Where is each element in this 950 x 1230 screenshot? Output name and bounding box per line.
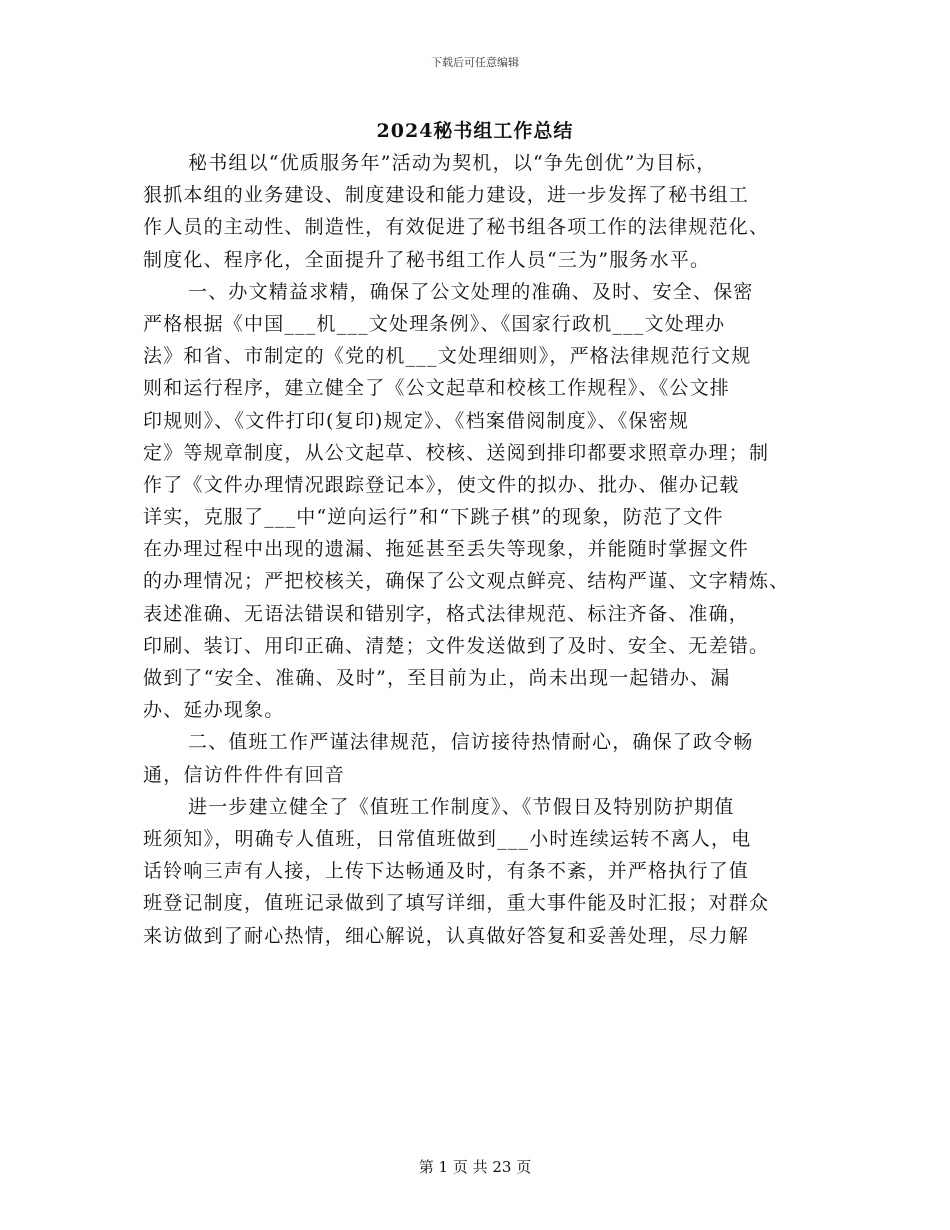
page-footer: 第 1 页 共 23 页	[418, 1158, 532, 1176]
header-note: 下载后可任意编辑	[431, 56, 519, 69]
body-line: 通，信访件件件有回音	[143, 763, 346, 786]
body-line: 来访做到了耐心热情，细心解说，认真做好答复和妥善处理，尽力解	[143, 924, 750, 947]
body-line: 班登记制度，值班记录做到了填写详细，重大事件能及时汇报；对群众	[143, 892, 770, 915]
body-line: 的办理情况；严把校核关，确保了公文观点鲜亮、结构严谨、文字精炼、	[143, 570, 790, 593]
body-line: 班须知》，明确专人值班，日常值班做到___小时连续运转不离人，电	[143, 827, 752, 850]
body-line: 在办理过程中出现的遗漏、拖延甚至丢失等现象，并能随时掌握文件	[143, 538, 750, 561]
section-heading-1: 一、办文精益求精，确保了公文处理的准确、及时、安全、保密	[188, 280, 754, 303]
body-line: 狠抓本组的业务建设、制度建设和能力建设，进一步发挥了秘书组工	[143, 184, 750, 207]
section-heading-2: 二、值班工作严谨法律规范，信访接待热情耐心，确保了政令畅	[188, 731, 754, 754]
body-line: 办、延办现象。	[143, 699, 285, 722]
body-line: 作人员的主动性、制造性，有效促进了秘书组各项工作的法律规范化、	[143, 216, 770, 239]
body-line: 作了《文件办理情况跟踪登记本》，使文件的拟办、批办、催办记载	[143, 473, 740, 496]
body-line: 秘书组以“优质服务年”活动为契机，以“争先创优”为目标，	[188, 152, 717, 174]
document-body	[143, 147, 843, 952]
body-line: 制度化、程序化，全面提升了秘书组工作人员“三为”服务水平。	[143, 248, 711, 271]
body-line: 则和运行程序，建立健全了《公文起草和校核工作规程》、《公文排	[143, 377, 731, 400]
body-line: 详实，克服了___中“逆向运行”和“下跳子棋”的现象，防范了文件	[143, 506, 724, 529]
body-line: 做到了“安全、准确、及时”，至目前为止，尚未出现一起错办、漏	[143, 667, 731, 689]
body-line: 进一步建立健全了《值班工作制度》、《节假日及特别防护期值	[188, 795, 735, 818]
document-title: 2024秘书组工作总结	[376, 120, 574, 142]
body-line: 印刷、装订、用印正确、清楚；文件发送做到了及时、安全、无差错。	[143, 634, 770, 657]
body-line: 法》和省、市制定的《党的机___文处理细则》，严格法律规范行文规	[143, 345, 752, 368]
body-line: 印规则》、《文件打印(复印)规定》、《档案借阅制度》、《保密规	[143, 409, 690, 432]
body-line: 表述准确、无语法错误和错别字，格式法律规范、标注齐备、准确，	[143, 602, 750, 625]
body-line: 严格根据《中国___机___文处理条例》、《国家行政机___文处理办	[143, 312, 726, 335]
body-line: 话铃响三声有人接，上传下达畅通及时，有条不紊，并严格执行了值	[143, 860, 750, 883]
body-line: 定》等规章制度，从公文起草、校核、送阅到排印都要求照章办理；制	[143, 441, 770, 464]
